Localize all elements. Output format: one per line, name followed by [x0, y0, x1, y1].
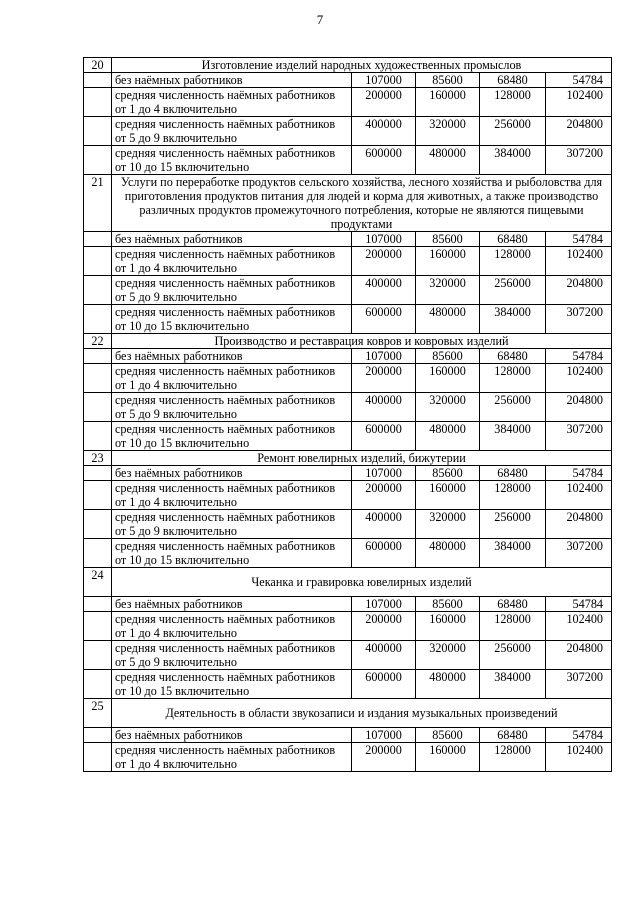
row-label: средняя численность наёмных работников от 1 до 4 включительно: [112, 481, 352, 510]
value-cell: 107000: [352, 597, 416, 612]
value-cell: 128000: [480, 481, 546, 510]
table-row: [84, 539, 612, 568]
row-label: средняя численность наёмных работников от 10 до 15 включительно: [112, 305, 352, 334]
value-cell: 204800: [546, 276, 612, 305]
value-cell: 107000: [352, 728, 416, 743]
table-row: [84, 232, 612, 247]
value-cell: 204800: [546, 117, 612, 146]
table-row: [84, 305, 612, 334]
value-cell: 107000: [352, 349, 416, 364]
table-row: [84, 670, 612, 699]
section-title: Услуги по переработке продуктов сельского хозяйства, лесного хозяйства и рыболовства для приготовления продуктов питания для людей и корма для животных, а также производство различных продуктов промежуточного потребления, которые не являются пищевыми продуктами: [112, 175, 612, 232]
table-row: [84, 728, 612, 743]
value-cell: 256000: [480, 393, 546, 422]
value-cell: 480000: [416, 146, 480, 175]
value-cell: 480000: [416, 422, 480, 451]
row-label: средняя численность наёмных работников от 5 до 9 включительно: [112, 641, 352, 670]
value-cell: 128000: [480, 88, 546, 117]
value-cell: 102400: [546, 481, 612, 510]
value-cell: 600000: [352, 670, 416, 699]
section-title: Изготовление изделий народных художественных промыслов: [112, 58, 612, 73]
value-cell: 600000: [352, 539, 416, 568]
value-cell: 320000: [416, 276, 480, 305]
table-row: [84, 510, 612, 539]
row-label: средняя численность наёмных работников от 1 до 4 включительно: [112, 364, 352, 393]
table-row: [84, 247, 612, 276]
table-row: [84, 597, 612, 612]
value-cell: 160000: [416, 612, 480, 641]
value-cell: 102400: [546, 247, 612, 276]
value-cell: 85600: [416, 597, 480, 612]
value-cell: 160000: [416, 88, 480, 117]
row-label: средняя численность наёмных работников от 5 до 9 включительно: [112, 276, 352, 305]
table-row: [84, 393, 612, 422]
value-cell: 256000: [480, 641, 546, 670]
value-cell: 200000: [352, 743, 416, 772]
row-label: средняя численность наёмных работников от 1 до 4 включительно: [112, 612, 352, 641]
table-row: [84, 276, 612, 305]
value-cell: 102400: [546, 88, 612, 117]
table-row: [84, 349, 612, 364]
value-cell: 54784: [546, 597, 612, 612]
tax-rates-table: [83, 57, 612, 772]
row-label: средняя численность наёмных работников от 5 до 9 включительно: [112, 117, 352, 146]
section-title: Чеканка и гравировка ювелирных изделий: [112, 568, 612, 597]
section-header-row: [84, 58, 612, 73]
value-cell: 384000: [480, 670, 546, 699]
value-cell: 204800: [546, 510, 612, 539]
row-label: средняя численность наёмных работников от 5 до 9 включительно: [112, 510, 352, 539]
value-cell: 107000: [352, 232, 416, 247]
value-cell: 204800: [546, 393, 612, 422]
value-cell: 128000: [480, 743, 546, 772]
value-cell: 600000: [352, 146, 416, 175]
value-cell: 320000: [416, 393, 480, 422]
value-cell: 200000: [352, 364, 416, 393]
row-label: без наёмных работников: [112, 73, 352, 88]
row-label: средняя численность наёмных работников от 10 до 15 включительно: [112, 422, 352, 451]
row-label: средняя численность наёмных работников от 1 до 4 включительно: [112, 743, 352, 772]
value-cell: 68480: [480, 728, 546, 743]
value-cell: 384000: [480, 305, 546, 334]
value-cell: 400000: [352, 510, 416, 539]
value-cell: 68480: [480, 349, 546, 364]
row-label: средняя численность наёмных работников от 10 до 15 включительно: [112, 670, 352, 699]
value-cell: 480000: [416, 539, 480, 568]
value-cell: 200000: [352, 481, 416, 510]
row-label: средняя численность наёмных работников от 1 до 4 включительно: [112, 247, 352, 276]
value-cell: 600000: [352, 305, 416, 334]
section-number: 20: [84, 58, 112, 73]
value-cell: 256000: [480, 117, 546, 146]
row-label: без наёмных работников: [112, 466, 352, 481]
value-cell: 128000: [480, 364, 546, 393]
value-cell: 68480: [480, 466, 546, 481]
section-header-row: [84, 175, 612, 232]
value-cell: 307200: [546, 670, 612, 699]
value-cell: 102400: [546, 612, 612, 641]
table-row: [84, 612, 612, 641]
table-row: [84, 641, 612, 670]
value-cell: 256000: [480, 510, 546, 539]
value-cell: 200000: [352, 612, 416, 641]
value-cell: 102400: [546, 364, 612, 393]
value-cell: 85600: [416, 728, 480, 743]
table-row: [84, 73, 612, 88]
section-header-row: [84, 699, 612, 728]
value-cell: 54784: [546, 349, 612, 364]
value-cell: 85600: [416, 232, 480, 247]
value-cell: 160000: [416, 481, 480, 510]
value-cell: 480000: [416, 670, 480, 699]
value-cell: 107000: [352, 466, 416, 481]
table-row: [84, 481, 612, 510]
section-number: 22: [84, 334, 112, 349]
value-cell: 320000: [416, 641, 480, 670]
table-row: [84, 117, 612, 146]
row-label: без наёмных работников: [112, 349, 352, 364]
value-cell: 400000: [352, 393, 416, 422]
value-cell: 54784: [546, 73, 612, 88]
row-label: без наёмных работников: [112, 232, 352, 247]
value-cell: 384000: [480, 146, 546, 175]
value-cell: 307200: [546, 422, 612, 451]
value-cell: 68480: [480, 232, 546, 247]
row-label: средняя численность наёмных работников от 10 до 15 включительно: [112, 146, 352, 175]
value-cell: 400000: [352, 641, 416, 670]
value-cell: 85600: [416, 466, 480, 481]
section-title: Деятельность в области звукозаписи и издания музыкальных произведений: [112, 699, 612, 728]
table-row: [84, 88, 612, 117]
value-cell: 128000: [480, 612, 546, 641]
value-cell: 204800: [546, 641, 612, 670]
section-title: Производство и реставрация ковров и ковровых изделий: [112, 334, 612, 349]
value-cell: 307200: [546, 146, 612, 175]
table-row: [84, 364, 612, 393]
row-label: средняя численность наёмных работников от 1 до 4 включительно: [112, 88, 352, 117]
section-header-row: [84, 451, 612, 466]
value-cell: 256000: [480, 276, 546, 305]
value-cell: 85600: [416, 349, 480, 364]
value-cell: 320000: [416, 510, 480, 539]
row-label: без наёмных работников: [112, 728, 352, 743]
value-cell: 200000: [352, 88, 416, 117]
value-cell: 102400: [546, 743, 612, 772]
value-cell: 160000: [416, 364, 480, 393]
page-number: 7: [316, 12, 324, 27]
value-cell: 307200: [546, 539, 612, 568]
value-cell: 600000: [352, 422, 416, 451]
section-number: 23: [84, 451, 112, 466]
table-row: [84, 466, 612, 481]
value-cell: 107000: [352, 73, 416, 88]
value-cell: 480000: [416, 305, 480, 334]
value-cell: 160000: [416, 247, 480, 276]
row-label: средняя численность наёмных работников от 10 до 15 включительно: [112, 539, 352, 568]
value-cell: 54784: [546, 728, 612, 743]
value-cell: 54784: [546, 466, 612, 481]
section-number: 21: [84, 175, 112, 232]
value-cell: 68480: [480, 73, 546, 88]
value-cell: 400000: [352, 117, 416, 146]
table-row: [84, 743, 612, 772]
value-cell: 384000: [480, 539, 546, 568]
value-cell: 384000: [480, 422, 546, 451]
value-cell: 54784: [546, 232, 612, 247]
value-cell: 200000: [352, 247, 416, 276]
value-cell: 400000: [352, 276, 416, 305]
value-cell: 160000: [416, 743, 480, 772]
row-label: средняя численность наёмных работников от 5 до 9 включительно: [112, 393, 352, 422]
value-cell: 85600: [416, 73, 480, 88]
table-row: [84, 146, 612, 175]
section-title: Ремонт ювелирных изделий, бижутерии: [112, 451, 612, 466]
section-number: 24: [84, 568, 112, 597]
value-cell: 128000: [480, 247, 546, 276]
value-cell: 307200: [546, 305, 612, 334]
value-cell: 320000: [416, 117, 480, 146]
value-cell: 68480: [480, 597, 546, 612]
row-label: без наёмных работников: [112, 597, 352, 612]
table-row: [84, 422, 612, 451]
section-header-row: [84, 568, 612, 597]
section-header-row: [84, 334, 612, 349]
section-number: 25: [84, 699, 112, 728]
